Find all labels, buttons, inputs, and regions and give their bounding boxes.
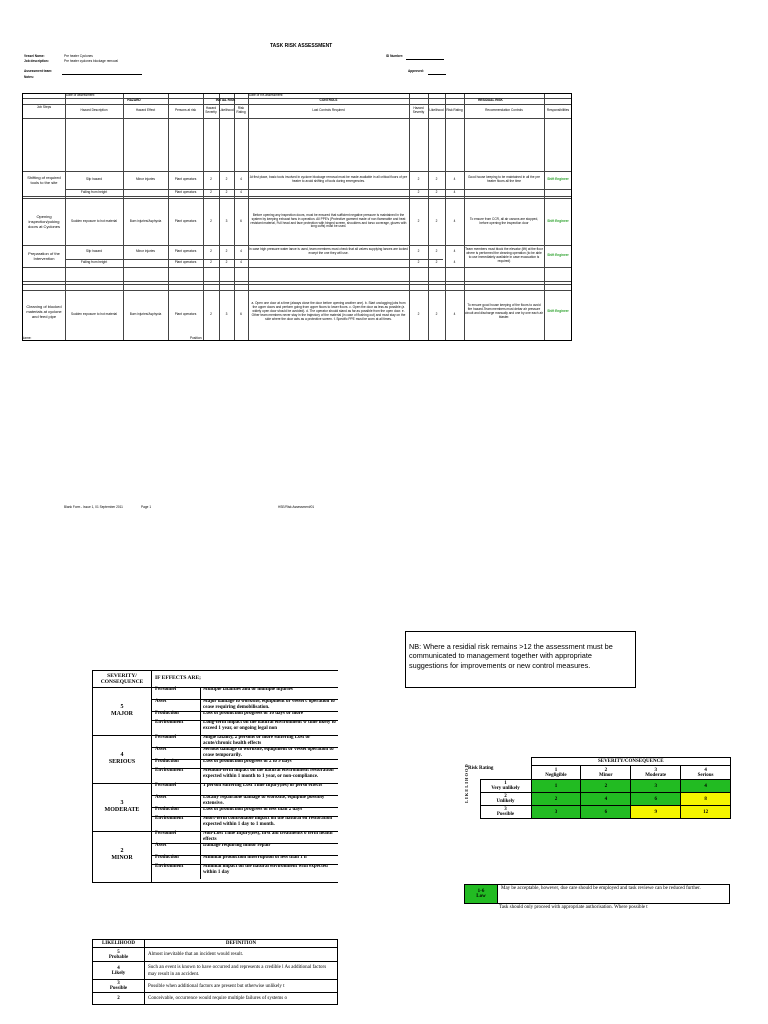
- likelihood-level-number: 3: [117, 981, 120, 986]
- likelihood-level-name: Probable: [108, 954, 129, 960]
- matrix-row-name: Very unlikely: [491, 786, 520, 791]
- table-row-residual-likelihood: 2: [435, 312, 438, 317]
- severity-level-name: MODERATE: [104, 807, 140, 813]
- matrix-cell: 4: [581, 793, 631, 806]
- severity-level-name: SERIOUS: [108, 759, 136, 765]
- table-row-risk-rating: 4: [240, 249, 242, 254]
- table-row-persons: Plant operators: [174, 218, 197, 223]
- likelihood-level-number: 5: [117, 949, 120, 955]
- table-row-residual-likelihood: 2: [435, 177, 438, 182]
- likelihood-header-right: DEFINITION: [145, 940, 338, 948]
- table-row-effect: Burn injuries/Asphyxia: [129, 312, 162, 317]
- table-row-residual-likelihood: 2: [435, 218, 438, 223]
- footer-center: Page 1: [141, 505, 152, 509]
- severity-definition: Damage requiring minor repair: [200, 843, 339, 855]
- table-row-residual-rating: 4: [453, 249, 456, 254]
- legend-low-badge: [465, 885, 498, 903]
- table-row-responsibility: Shift Engineer: [547, 218, 569, 223]
- likelihood-level-number: 4: [117, 965, 120, 971]
- table-row-responsibility: Shift Engineer: [547, 309, 569, 314]
- matrix-row-name: Unlikely: [496, 799, 515, 804]
- table-row-residual-rating: 4: [453, 177, 456, 182]
- responsibilities-header: Responsibilities: [546, 108, 570, 113]
- table-row-residual-rating: 4: [453, 218, 456, 223]
- severity-category: Production: [155, 759, 179, 764]
- severity-level-number: 2: [120, 847, 124, 854]
- severity-category: Personnel: [155, 687, 177, 692]
- page-title: TASK RISK ASSESSMENT: [270, 43, 333, 49]
- table-row-likelihood: 2: [225, 249, 228, 254]
- table-row-responsibility: Shift Engineer: [547, 177, 569, 182]
- matrix-column-header: [581, 766, 631, 780]
- position-label: Position:: [190, 336, 203, 340]
- matrix-cell: 3: [631, 780, 681, 793]
- table-row-recommendation: To ensure good house keeping of the floors to avoid fire hazard.Team members must debar air pressure circuit and discharge manually and one by one each air blaster.: [465, 303, 543, 319]
- matrix-title: SEVERITY/CONSEQUENCE: [531, 758, 731, 766]
- severity-category: Environment: [155, 768, 184, 773]
- hazard-severity-header: Hazard Severity: [205, 106, 217, 114]
- likelihood-header-left: LIKELIHOOD: [93, 940, 145, 948]
- table-row-risk-rating: 6: [240, 218, 242, 223]
- severity-definition: Single fatality, 2 persons or more suffering Lost or acute/chronic health effects: [200, 735, 339, 747]
- matrix-column-name: Minor: [599, 772, 613, 778]
- likelihood-level: [93, 948, 145, 962]
- table-row-severity: 2: [210, 260, 212, 265]
- last-controls-header: Last Controls Required: [312, 108, 345, 113]
- table-row-hazard: Falling from height: [80, 260, 108, 265]
- matrix-row-header: [480, 806, 531, 819]
- hazard-header: HAZARD: [127, 98, 141, 103]
- table-row-residual-likelihood: 2: [435, 189, 438, 194]
- matrix-column-header: [631, 766, 681, 780]
- risk-legend: [464, 884, 730, 911]
- persons-at-risk-header: Persons at risk: [174, 108, 197, 113]
- matrix-cell: 12: [681, 806, 731, 819]
- table-row-persons: Plant operators: [174, 312, 197, 317]
- table-row-effect: Minor injuries: [136, 249, 155, 254]
- table-row-residual-severity: 2: [417, 189, 420, 194]
- residual-risk-header: RESIDUAL RISK: [478, 98, 503, 103]
- table-row-risk-rating: 4: [240, 260, 242, 265]
- table-row-likelihood: 3: [225, 312, 228, 317]
- table-row-step: Preparation of the Intervention: [28, 251, 60, 261]
- matrix-row-number: 1: [504, 781, 507, 786]
- likelihood-table: [92, 939, 338, 1005]
- severity-level: [93, 831, 151, 879]
- severity-category: Production: [155, 807, 179, 812]
- likelihood-header: Likelihood: [219, 108, 234, 113]
- table-row-persons: Plant operators: [174, 189, 197, 194]
- severity-category: Production: [155, 855, 179, 860]
- table-row-step: Cleaning of blocked materials at cyclone and feed pipe: [26, 303, 62, 319]
- severity-definition: Loss of production progress of less than 2 days: [200, 807, 339, 816]
- likelihood-definition: Almost inevitable that an incident would result.: [145, 948, 338, 962]
- severity-level-name: MINOR: [111, 855, 133, 861]
- notes-label: Notes:: [24, 75, 34, 79]
- table-row-residual-severity: 2: [417, 177, 420, 182]
- table-row-hazard: Slip hazard: [86, 177, 102, 182]
- matrix-column-header: [681, 766, 731, 780]
- severity-level-number: 4: [120, 751, 124, 758]
- matrix-column-name: Serious: [697, 772, 714, 778]
- residual-likelihood-header: Likelihood: [429, 108, 444, 113]
- table-row-residual-severity: 2: [417, 260, 420, 265]
- table-row-control: a. Open one door at a time (always close the door before opening another one). b. Start unclogging jobs from the upper doors and perform going from upper floors to lower floors. c. Open the door as less as possible (a widely open door should be avoided). d. The operator should stand as far as possible from the open door. e. Other team members never stay in the trajectory of the material (in case of flushing out) and must stay on the side where the door acts as a protective screen. f. Specific PPE must be worn at all times.: [251, 301, 406, 321]
- severity-level: [93, 735, 151, 783]
- severity-definition: Non-Lost Time Injury(ies), first aid treatments o term health effects: [200, 831, 339, 843]
- severity-definition: Minimal impact on the natural environment with expected within 1 day: [200, 864, 339, 879]
- matrix-cell: 9: [631, 806, 681, 819]
- name-line: [32, 340, 142, 341]
- matrix-column-name: Moderate: [645, 772, 667, 778]
- table-row-severity: 2: [210, 189, 212, 194]
- severity-definition: Loss of production progress of 10 days or more: [200, 711, 339, 720]
- severity-category: Personnel: [155, 783, 177, 788]
- table-row-likelihood: 2: [225, 177, 228, 182]
- table-row-persons: Plant operators: [174, 260, 197, 265]
- table-row-effect: Burn injuries/Asphyxia: [129, 218, 162, 223]
- legend-text-medium: Task should only proceed with appropriate authorisation. Where possible t: [499, 905, 648, 910]
- severity-header-left: SEVERITY/ CONSEQUENCE: [100, 673, 144, 686]
- matrix-row-header: [480, 780, 531, 793]
- table-row-residual-likelihood: 2: [435, 260, 438, 265]
- matrix-cell: 6: [631, 793, 681, 806]
- severity-definition: Locally repairable damage to worksite, equipme possibly extensive.: [200, 795, 339, 807]
- severity-definition: Short-term controllable impact on the natural en restoration expected within 1 day to 1 month.: [200, 816, 339, 831]
- table-row-responsibility: Shift Engineer: [547, 253, 569, 258]
- table-row-severity: 2: [210, 312, 212, 317]
- table-row-step: Opening inspection/poking doors at Cyclones: [27, 214, 60, 229]
- legend-range: 1-6: [477, 889, 485, 894]
- table-row-hazard: Sudden exposure to hot material: [70, 218, 118, 223]
- severity-category: Environment: [155, 720, 184, 725]
- table-row-severity: 2: [210, 218, 212, 223]
- controls-header: CONTROLS: [319, 98, 338, 103]
- table-row-control: Before opening any inspection doors, must be ensured that sufficient negative pressure is maintained in the system by keeping exhaust fans in operation. All PPE's (Protective garment made of non flammable and heat resistant material, Full head and face protection with hinged screen, shoulders and torso coverage, gloves with long cuffs) must be used.: [250, 212, 407, 229]
- table-row-control: At first place, basic tools involved in cyclone blockage removal must be made available in all critical floors of pre heater to avoid shifting of tools during emergencies.: [249, 175, 408, 183]
- table-row-recommendation: Team members must block the elevator (lift) at the floor where is performed the cleaning operation (to be able to use immediately available in case evacuation is required): [465, 247, 543, 263]
- matrix-cell: 4: [681, 780, 731, 793]
- table-row-step: Shifting of required tools to the site: [27, 175, 61, 185]
- severity-category: Environment: [155, 816, 184, 821]
- severity-level-name: MAJOR: [111, 711, 133, 717]
- matrix-row-header: [480, 793, 531, 806]
- table-row-effect: Minor injuries: [136, 177, 155, 182]
- table-row-risk-rating: 4: [240, 177, 242, 182]
- date-of-reassessment-label: Date of Re-assessment:: [249, 93, 284, 97]
- table-row-residual-severity: 2: [417, 218, 420, 223]
- assessment-team-label: Assessment team:: [24, 69, 53, 73]
- severity-definition: Serious damage to worksite, equipment or vessel operation to cease temporarily.: [200, 747, 339, 759]
- severity-category: Personnel: [155, 831, 177, 836]
- severity-level-number: 5: [120, 703, 124, 710]
- legend-text-low: May be acceptable, however, due care should be employed and task reviewe can be reduced further.: [501, 886, 701, 891]
- date-of-assessment-label: Date of assessment:: [66, 93, 96, 97]
- vessel-name-value: Pre heater Cyclones: [64, 54, 93, 58]
- approved-line: [428, 74, 446, 75]
- matrix-row-spacer: [468, 780, 480, 793]
- matrix-cell: 2: [581, 780, 631, 793]
- table-row-severity: 2: [210, 249, 212, 254]
- residual-risk-rating-header: Risk Rating: [446, 108, 463, 113]
- job-description-value: Pre heater cyclones blockage removal: [64, 59, 119, 63]
- severity-level: [93, 687, 151, 735]
- table-row-residual-rating: 4: [453, 312, 456, 317]
- matrix-row-number: 3: [504, 807, 507, 812]
- severity-category: Asset: [155, 795, 167, 800]
- recommendation-controls-header: Recommendation Controls: [485, 108, 523, 113]
- severity-definition: Medium-term impact on the natural environment restoration expected within 1 month to 1 year, or non-compliance.: [200, 768, 339, 783]
- likelihood-definition: Conceivable, occurrence would require multiple failures of systems o: [145, 993, 338, 1005]
- vessel-name-label: Vessel Name:: [24, 54, 45, 58]
- severity-definition: Multiple fatalities and or multiple injuries: [200, 687, 339, 699]
- severity-level-number: 3: [120, 799, 124, 806]
- position-line: [204, 340, 264, 341]
- table-row-residual-rating: 4: [453, 260, 456, 265]
- likelihood-level: [93, 980, 145, 993]
- initial-risk-header: INITIAL RISK: [215, 98, 236, 103]
- matrix-row-number: 2: [504, 794, 507, 799]
- job-steps-header: Job Steps: [36, 105, 52, 110]
- matrix-cell: 3: [531, 806, 581, 819]
- likelihood-level-name: Likely: [111, 970, 126, 976]
- id-number-line: [406, 59, 444, 60]
- table-row-residual-severity: 2: [417, 249, 420, 254]
- footer-right: HSE/Risk Assessment/01: [278, 505, 315, 509]
- matrix-column-number: 4: [704, 767, 707, 773]
- matrix-column-number: 2: [604, 767, 608, 773]
- matrix-cell: 1: [531, 780, 581, 793]
- table-row-likelihood: 3: [225, 218, 228, 223]
- likelihood-definition: Such an event is known to have occurred and represents a credible l As additional factors may result in an accident.: [145, 962, 338, 980]
- matrix-column-number: 1: [554, 767, 558, 773]
- severity-definition: Loss of production progress of 2 to 9 days: [200, 759, 339, 768]
- severity-definition: 1 person suffering Lost Time Injury(ies) or perso effects: [200, 783, 339, 795]
- risk-assessment-table: [22, 93, 572, 341]
- assessment-team-line: [62, 74, 142, 75]
- footer-left: Blank Form - Issue 1, 01 September 2011: [64, 505, 123, 509]
- severity-level: [93, 783, 151, 831]
- table-row-hazard: Sudden exposure to hot material: [70, 312, 118, 317]
- likelihood-level-name: Possible: [109, 986, 128, 991]
- matrix-column-name: Negligible: [545, 772, 567, 778]
- residual-severity-header: Hazard Severity: [412, 106, 425, 114]
- severity-definition: Minimal production interruption of less than 1 h: [200, 855, 339, 864]
- hazard-effect-header: Hazard Effect: [135, 108, 156, 113]
- severity-header-right: IF EFFECTS ARE;: [155, 675, 201, 681]
- matrix-cell: 8: [681, 793, 731, 806]
- risk-matrix: [464, 757, 731, 819]
- id-number-label: ID Number:: [386, 54, 404, 58]
- likelihood-level: [93, 962, 145, 980]
- severity-category: Environment: [155, 864, 184, 869]
- matrix-column-header: [531, 766, 581, 780]
- table-row-residual-rating: 4: [453, 189, 456, 194]
- table-row-persons: Plant operators: [174, 177, 197, 182]
- name-label: Name:: [22, 336, 32, 340]
- table-row-residual-severity: 2: [417, 312, 420, 317]
- table-row-persons: Plant operators: [174, 249, 197, 254]
- table-row-hazard: Slip hazard: [86, 249, 102, 254]
- table-row-recommendation: Good house keeping to be maintained in all the pre heater floors all the time: [467, 175, 541, 183]
- table-row-control: In case high pressure water lance is used, team members must check that all valves supplying lances are locked except the one they will use.: [249, 247, 408, 255]
- matrix-column-number: 3: [654, 767, 657, 773]
- table-row-recommendation: To ensure from CCR, all air canons are stopped, before opening the inspection door: [469, 216, 539, 225]
- matrix-row-name: Possible: [496, 812, 515, 817]
- table-row-hazard: Falling from height: [80, 189, 108, 194]
- risk-rating-label: Risk Rating: [468, 765, 494, 771]
- table-row-severity: 2: [210, 177, 212, 182]
- likelihood-level: [93, 993, 145, 1005]
- table-row-likelihood: 2: [225, 260, 228, 265]
- table-row-residual-likelihood: 2: [435, 249, 438, 254]
- severity-category: Asset: [155, 699, 167, 704]
- nb-note-box: [405, 631, 636, 688]
- approved-label: Approved:: [408, 69, 424, 73]
- matrix-row-spacer: [468, 806, 480, 819]
- job-description-label: Job description:: [24, 59, 49, 63]
- severity-category: Personnel: [155, 735, 177, 740]
- likelihood-definition: Possible when additional factors are present but otherwise unlikely t: [145, 980, 338, 993]
- matrix-cell: 6: [581, 806, 631, 819]
- matrix-row-spacer: [468, 793, 480, 806]
- severity-category: Asset: [155, 843, 167, 848]
- hazard-description-header: Hazard Description: [80, 108, 108, 113]
- likelihood-vertical-label: LIKELIHOOD: [464, 763, 469, 803]
- matrix-cell: 2: [531, 793, 581, 806]
- table-row-risk-rating: 4: [240, 189, 242, 194]
- severity-definition: Major damage to worksite, equipment or vessel c operation to cease requiring demobilisation.: [200, 699, 339, 711]
- risk-rating-header: Risk Rating: [236, 106, 246, 114]
- table-row-risk-rating: 6: [240, 312, 242, 317]
- legend-level: Low: [476, 894, 486, 899]
- nb-note-text: NB: Where a residial risk remains >12 the assessment must be communicated to management together with appropriate suggestions for improvements or new control measures.: [409, 642, 613, 670]
- severity-category: Production: [155, 711, 179, 716]
- likelihood-level-number: 2: [117, 996, 120, 1001]
- severity-table: [92, 670, 338, 883]
- severity-category: Asset: [155, 747, 167, 752]
- table-row-likelihood: 2: [225, 189, 228, 194]
- severity-definition: Long-term impact on the natural environment w time likely to exceed 1 year, or ongoing legal non: [200, 720, 339, 735]
